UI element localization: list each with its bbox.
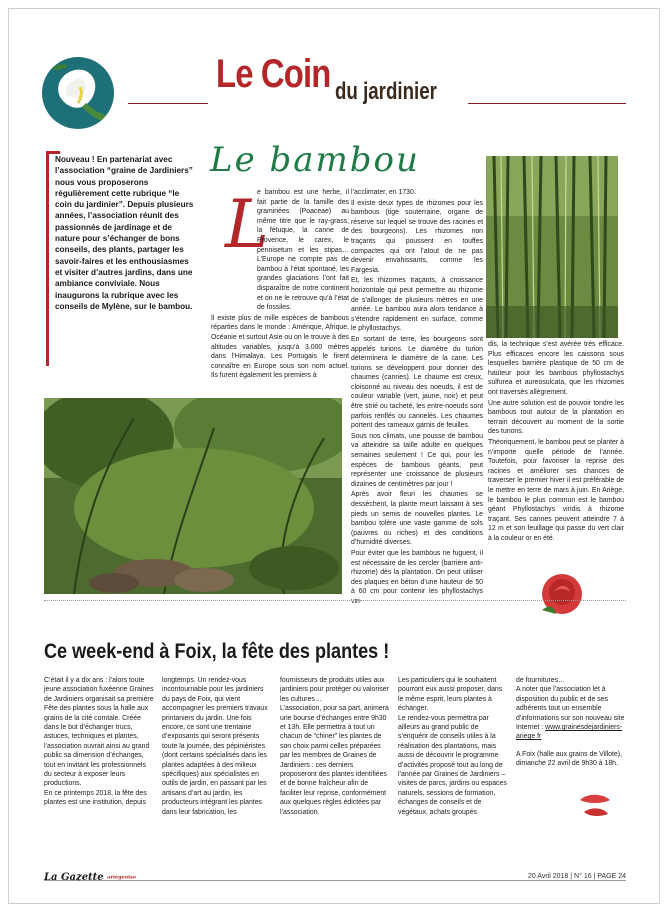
article-paragraph: Il existe deux types de rhizomes pour les bambous (tige souterraine, organe de réserve sur lequel se trouve des racines et des bourgeons). Les rhizomes non traçants qui poussent en touffes compactes qui ont l’atout de ne pas devenir envahissants, comme les Fargesia. <box>351 199 483 274</box>
intro-box <box>46 151 194 366</box>
fete-paragraph-text: A noter que l’association let à disposition du public et de ses adhérents tout un ensemble d’informations sur son nouveau site Internet : <box>516 686 625 732</box>
column-title-sub: du jardinier <box>335 78 437 105</box>
fete-paragraph <box>516 685 626 741</box>
fete-paragraph: Les particuliers qui le souhaitent pourront eux aussi proposer, dans le même esprit, leurs plantes à échanger. <box>398 677 503 713</box>
article-paragraph: l’acclimater, en 1730. <box>351 189 416 196</box>
fete-column-2 <box>162 676 272 817</box>
article-column-3 <box>488 340 624 544</box>
fete-column-3 <box>280 676 390 817</box>
petals-decoration <box>578 792 612 818</box>
fete-paragraph: A Foix (halle aux grains de Villote), dimanche 22 avril de 9h30 à 18h. <box>516 750 622 768</box>
article-paragraph: dis, la technique s’est avérée très efficace. Plus efficaces encore les caissons sous lesquelles barrière plastique de 50 cm de hauteur pour les bambous phyllostachys sulfurea et aureosulcata, que les rhizomes ont traversés allègrement. <box>488 341 624 396</box>
article-paragraph: Sous nos climats, une pousse de bambou va atteindre sa taille adulte en quelques semaines seulement ! Ce qui, pour les espèces de bambous géants, peut représenter une croissance de plusieurs dizaines de centimètres par jour ! <box>351 432 483 488</box>
article-paragraph: Pour éviter que les bambous ne fuguent, il est nécessaire de les cercler (barrière anti-rhizome) dès la plantation. On peut utiliser des plaques en béton d’une hauteur de 50 à 60 cm pour contenir les phyllostachys viri- <box>351 549 483 605</box>
fete-paragraph: En ce printemps 2018, la fête des plantes est une institution, depuis <box>44 789 147 807</box>
fete-paragraph: Le rendez-vous permettra par ailleurs au grand public de s’enquérir de conseils utiles à la réalisation des plantations, mais aussi de découvrir le programme d’activités proposé tout au long de l’année par Graines de Jardiniers – visites de parcs, jardins ou espaces naturels, sessions de formation, échanges de conseils et de végétaux, achats groupés <box>398 714 507 816</box>
section-title: Le bambou <box>210 140 420 180</box>
gazette-logo <box>44 872 136 883</box>
article-paragraph: e bambou est une herbe, il fait partie de la famille des graminées (Poaceae) au même titre que le ray-grass, la fétuque, la canne de Provence, le carex, le pennisetum et les stipas… L’Europe ne compte pas de bambou à l’état spontané, les grandes glaciations l’ont fait disparaître de notre continent et on ne le retrouve qu’à l’état de fossiles. <box>257 189 349 312</box>
fete-column-5 <box>516 676 626 769</box>
calla-lily-logo <box>42 57 114 129</box>
bamboo-garden-photo <box>44 398 342 594</box>
fete-paragraph: fournisseurs de produits utiles aux jardiniers pour protéger ou valoriser les cultures… <box>280 677 389 703</box>
article-paragraph: En sortant de terre, les bourgeons sont appelés turions. Le diamètre du turion déterminera le diamètre de la cane. Les turions se développent pour donner des chaumes (cannes). Le chaume est creux, cloisonné au niveau des noeuds, il est de couleur variable (vert, jaune, noir) et peut être strié ou tacheté, les entre-noeuds sont parfois renflés ou cannelés. Les chaumes portent des rameaux garnis de feuilles. <box>351 335 483 430</box>
article-column-1 <box>211 188 349 382</box>
issue-page-info: 20 Avril 2018 | N° 16 | PAGE 24 <box>527 873 626 880</box>
article-paragraph: Après avoir fleuri les chaumes se dessèchent, la plante meurt laissant à ses pieds un semis de nouvelles plantes. Le bambou tolère une vaste gamme de sols (pauvres ou riches) et des conditions d’humidité diverses. <box>351 491 483 547</box>
article-paragraph: Théoriquement, le bambou peut se planter à n’importe quelle période de l’année. Toutefois, pour favoriser la reprise des racines et améliorer ses chances de traverser le premier hiver il est préférable de le mettre en terre de mars à juin. En Ariège, le bambou le plus commun est le bambou géant Phyllostachys viridis à rhizome traçant. Ses cannes peuvent atteindre 7 à 12 m et son feuillage qui passe du vert clair à la couleur or en été. <box>488 438 624 542</box>
header-rule-left <box>128 103 208 104</box>
article-paragraph: Et, les rhizomes traçants, à croissance horizontale qui peut permettre au rhizome de s’allonger de plusieurs mètres en une année. Le bambou aura alors tendance à s’étendre rapidement en surface, comme le phyllostachys. <box>351 277 483 333</box>
intro-text: Nouveau ! En partenariat avec l’association “graine de Jardiniers” nous vous proposerons régulièrement cette rubrique “le coin du jardinier”. Depuis plusieurs années, l’association réunit des passionnés de jardinage et de nature pour s’échanger de bons conseils, des plants, partager les savoir-faires et les enthousiasmes et visiter d’autres jardins, dans une ambiance conviviale. Nous inaugurons la rubrique avec les conseils de Mylène, sur le bambou. <box>55 155 194 311</box>
fete-title: Ce week-end à Foix, la fête des plantes ! <box>44 640 390 663</box>
website-link[interactable]: www.grainesdejardiniers-ariege.fr <box>516 724 623 741</box>
section-divider <box>44 600 626 601</box>
fete-column-1 <box>44 676 154 808</box>
fete-column-4 <box>398 676 508 817</box>
gazette-logo-text: La Gazette <box>44 872 104 883</box>
fete-paragraph: C’était il y a dix ans : l’alors toute jeune association fuxéenne Graines de Jardiniers organisait sa première Fête des plantes sous la halle aux grains de la cité comtale. Créée dans le but d’échanger trucs, astuces, techniques et plantes, l’association ouvrait ainsi au grand public sa dimension d’échanges, tout en invitant les professionnels du secteur à exposer leurs productions. <box>44 677 154 788</box>
header-rule-right <box>468 103 626 104</box>
bamboo-grove-photo <box>486 156 618 338</box>
red-rose-image <box>536 570 588 618</box>
calla-flower-icon <box>42 57 114 129</box>
article-column-2 <box>351 188 483 608</box>
article-paragraph: Il existe plus de mille espèces de bambous réparties dans le monde : Amérique, Afrique, Océanie et surtout Asie ou on le trouve à des altitudes variables, jusqu’à 3.000 mètres dans l’Himalaya. Les Portugais le firent connaître en Europe sous son nom actuel. Ils furent également les premiers à <box>211 314 349 380</box>
fete-paragraph: longtemps. Un rendez-vous incontournable pour les jardiniers du pays de Foix, qui vient accompagner les premiers travaux printaniers du jardin. Une fois encore, ce sont une trentaine d’exposants qui seront présents toute la journée, des pépiniéristes (dont certains spécialisés dans les plantes adaptées à des milieux spécifiques) aux spécialistes en outils de jardin, en passant par les artisans d’art au jardin, les producteurs intégrant les plantes dans leur fabrication, les <box>162 677 268 816</box>
fete-paragraph: L’association, pour sa part, animera une bourse d’échanges entre 9h30 et 13h. Elle permettra à tout un chacun de “chiner” les plantes de son choix parmi celles préparées par les membres de Graines de Jardiniers : ces derniers proposeront des plantes identifiées et de bonne fraîcheur afin de faciliter leur reprise, conformément aux quelques règles édictées par l’association. <box>280 705 389 816</box>
fete-paragraph: de fournitures… <box>516 677 566 684</box>
gazette-logo-suffix: ariégeoise <box>107 874 137 881</box>
drop-cap: L <box>225 186 269 263</box>
article-paragraph: Une autre solution est de pouvoir tondre les bambous tout autour de la plantation en terrain découvert au moment de la sortie des turions. <box>488 399 624 436</box>
column-title-main: Le Coin <box>216 52 331 96</box>
